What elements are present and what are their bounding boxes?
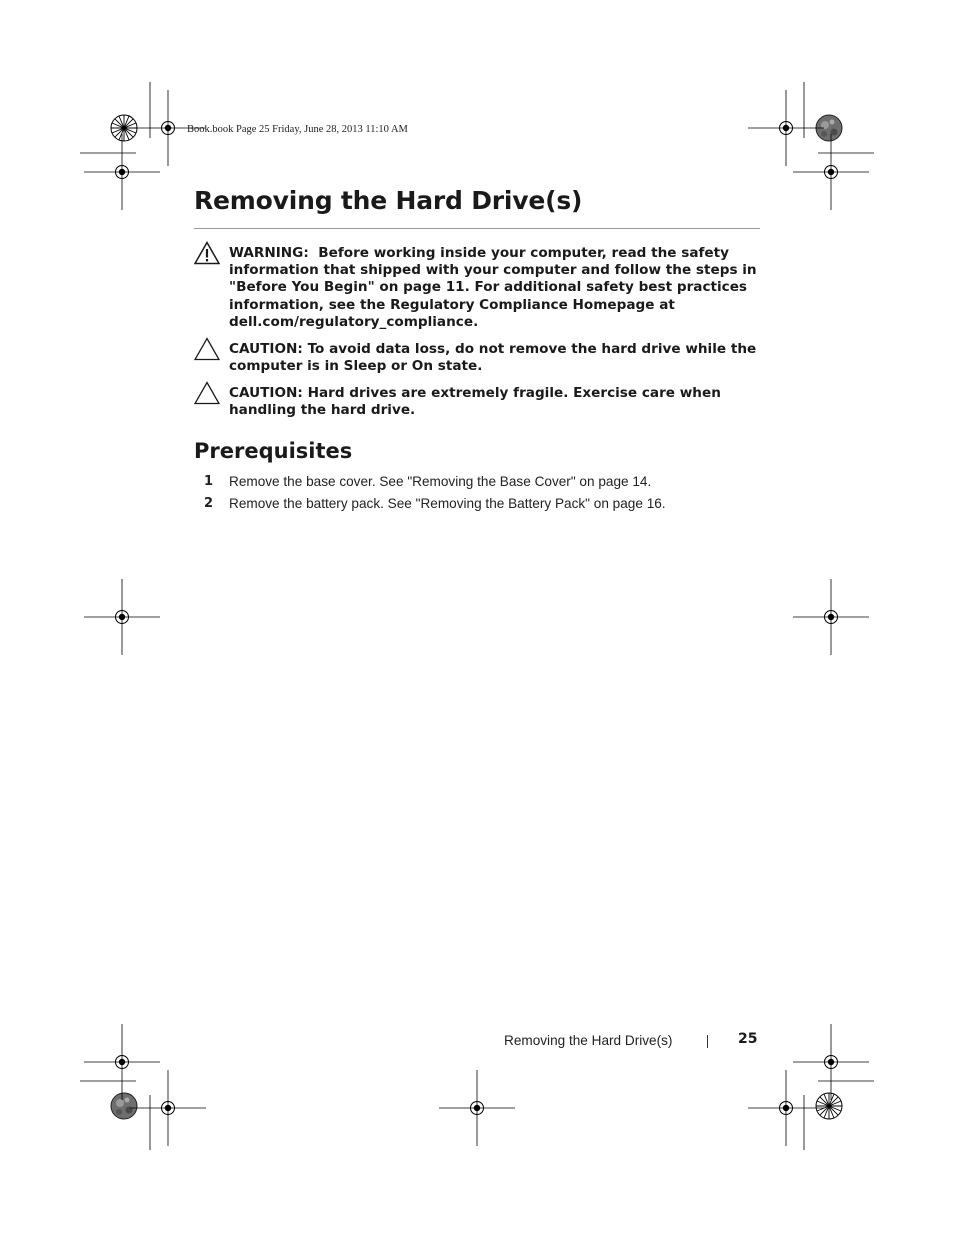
note-label-warning: WARNING: [229, 245, 309, 261]
note-label-caution-1: CAUTION: [229, 341, 303, 357]
note-text-caution-2: Hard drives are extremely fragile. Exercise care when handling the hard drive. [229, 385, 721, 419]
prerequisites-heading: Prerequisites [194, 439, 353, 463]
caution-triangle-icon [194, 337, 220, 361]
step-number: 1 [203, 474, 213, 489]
page-number: 25 [738, 1031, 758, 1047]
page-title: Removing the Hard Drive(s) [194, 186, 583, 215]
step-text: Remove the base cover. See "Removing the Base Cover" on page 14. [229, 474, 652, 489]
title-rule [194, 228, 760, 229]
note-label-caution-2: CAUTION: [229, 385, 303, 401]
footer-section-title: Removing the Hard Drive(s) [504, 1033, 673, 1048]
caution-triangle-icon [194, 381, 220, 405]
print-slug: Book.book Page 25 Friday, June 28, 2013 11:10 AM [187, 124, 408, 135]
step-number: 2 [203, 496, 213, 511]
note-text-warning: Before working inside your computer, read the safety information that shipped with your computer and follow the steps in "Before You Begin" on page 11. For additional safety best practices information, see the Regulatory Compliance Homepage at dell.com/regulatory_compliance. [229, 245, 757, 330]
step-text: Remove the battery pack. See "Removing the Battery Pack" on page 16. [229, 496, 666, 511]
warning-triangle-icon [194, 241, 220, 265]
note-text-caution-1: To avoid data loss, do not remove the hard drive while the computer is in Sleep or On state. [229, 341, 757, 375]
footer-separator [707, 1035, 708, 1048]
